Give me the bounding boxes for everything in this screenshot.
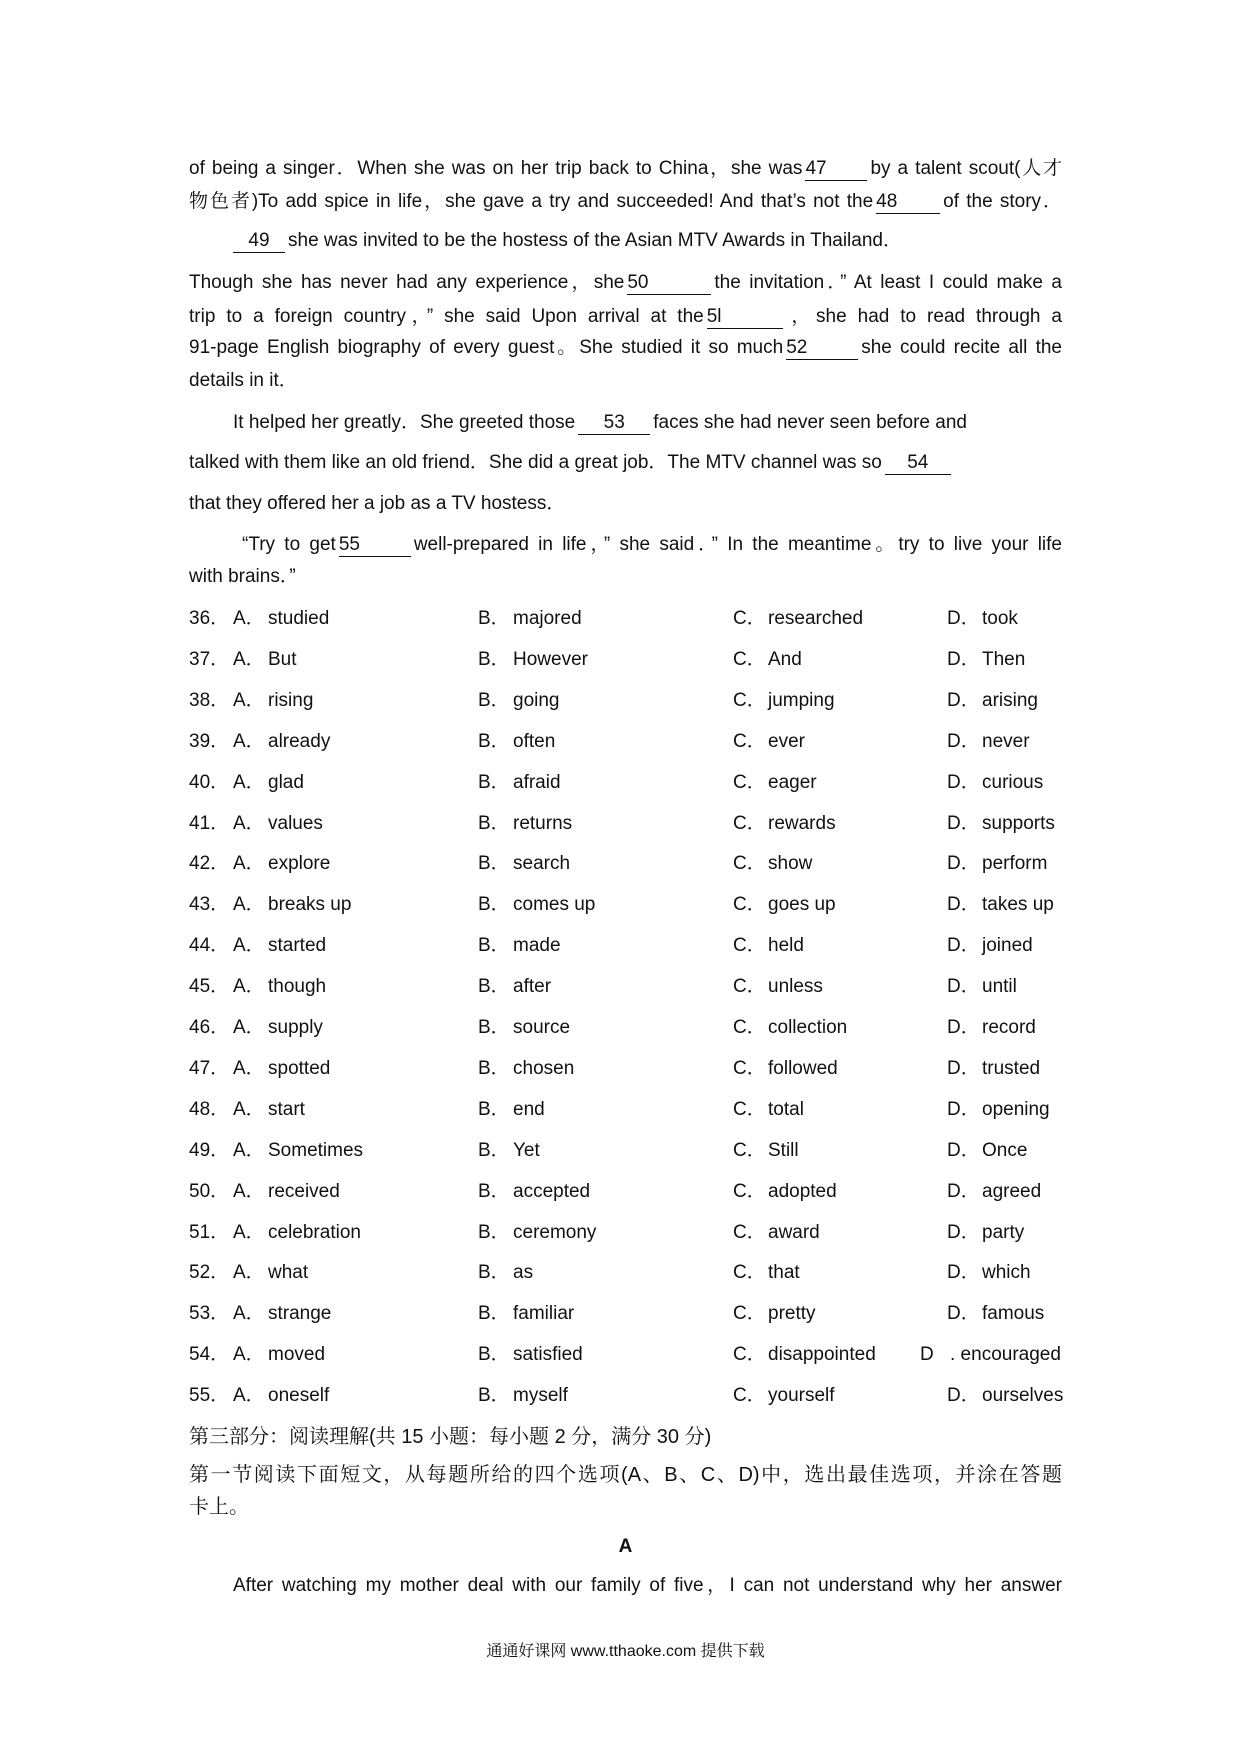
option-a-text: rising <box>268 690 314 711</box>
question-number: 41． <box>189 813 230 834</box>
blank-51: 5l <box>707 306 783 329</box>
line-text: with brains．” <box>189 566 296 587</box>
blank-54: 54 <box>885 452 951 475</box>
line-text: she was invited to be the hostess of the Asian MTV Awards in Thailand． <box>288 230 902 251</box>
option-d-label: D． <box>947 1181 980 1202</box>
option-c-text: And <box>768 649 802 670</box>
option-row-44 <box>0 932 1240 962</box>
section-instructions-line-1: 第一节阅读下面短文，从每题所给的四个选项(A、B、C、D)中，选出最佳选项，并涂在答题 <box>189 1464 1062 1486</box>
option-b-label: B． <box>478 1181 510 1202</box>
option-d-label: D． <box>947 853 980 874</box>
passage-line-4 <box>189 269 1062 299</box>
option-b-label: B． <box>478 935 510 956</box>
option-d-text: joined <box>982 935 1033 956</box>
line-text: “Try to get <box>242 534 336 555</box>
option-d-label: D． <box>947 1017 980 1038</box>
option-b-text: often <box>513 731 556 752</box>
option-c-label: C． <box>733 1017 766 1038</box>
option-c-text: unless <box>768 976 823 997</box>
option-b-text: ceremony <box>513 1222 597 1243</box>
option-b-text: going <box>513 690 560 711</box>
option-c-label: C． <box>733 894 766 915</box>
option-a-label: A． <box>233 1303 265 1324</box>
option-b-label: B． <box>478 608 510 629</box>
option-d-label: D <box>920 1344 934 1365</box>
question-number: 51． <box>189 1222 230 1243</box>
option-d-label: D． <box>947 1099 980 1120</box>
option-c-text: show <box>768 853 813 874</box>
option-d-label: D． <box>947 1262 980 1283</box>
option-a-label: A． <box>233 731 265 752</box>
passage-line-10 <box>189 490 1062 520</box>
option-b-text: after <box>513 976 552 997</box>
option-b-label: B． <box>478 813 510 834</box>
option-a-text: start <box>268 1099 305 1120</box>
option-b-label: B． <box>478 1222 510 1243</box>
option-d-text: Then <box>982 649 1026 670</box>
question-number: 43． <box>189 894 230 915</box>
passage-title: A <box>618 1536 633 1557</box>
option-row-54 <box>0 1341 1240 1371</box>
question-number: 50． <box>189 1181 230 1202</box>
option-row-47 <box>0 1055 1240 1085</box>
option-a-label: A． <box>233 649 265 670</box>
option-row-46 <box>0 1014 1240 1044</box>
question-number: 38． <box>189 690 230 711</box>
option-a-text: studied <box>268 608 330 629</box>
option-b-text: satisfied <box>513 1344 583 1365</box>
option-d-label: D． <box>947 1222 980 1243</box>
option-row-49 <box>0 1137 1240 1167</box>
option-b-label: B． <box>478 1344 510 1365</box>
question-number: 39． <box>189 731 230 752</box>
option-a-text: received <box>268 1181 340 1202</box>
option-c-label: C． <box>733 935 766 956</box>
passage-line-2 <box>189 188 1062 218</box>
option-c-label: C． <box>733 1099 766 1120</box>
option-c-text: Still <box>768 1140 799 1161</box>
question-number: 40． <box>189 772 230 793</box>
blank-47: 47 <box>805 158 867 181</box>
option-d-text: party <box>982 1222 1025 1243</box>
option-d-text: curious <box>982 772 1044 793</box>
option-d-label: D． <box>947 894 980 915</box>
option-a-text: explore <box>268 853 331 874</box>
line-text: details in it． <box>189 370 298 391</box>
question-number: 49． <box>189 1140 230 1161</box>
line-text: ，she had to read through a <box>785 306 1062 327</box>
option-d-text: Once <box>982 1140 1028 1161</box>
option-c-text: followed <box>768 1058 838 1079</box>
option-row-48 <box>0 1096 1240 1126</box>
option-row-36 <box>0 605 1240 635</box>
line-text: well-prepared in life，” she said．” In the meantime。try to live your life <box>413 534 1062 555</box>
option-d-text: ourselves <box>982 1385 1064 1406</box>
option-d-text: supports <box>982 813 1055 834</box>
option-b-label: B． <box>478 1262 510 1283</box>
option-d-label: D． <box>947 813 980 834</box>
option-b-label: B． <box>478 1140 510 1161</box>
option-b-label: B． <box>478 1099 510 1120</box>
option-a-text: celebration <box>268 1222 361 1243</box>
option-c-text: held <box>768 935 804 956</box>
option-a-text: already <box>268 731 331 752</box>
option-a-label: A． <box>233 1222 265 1243</box>
line-text: of the story． <box>943 191 1062 212</box>
option-b-text: Yet <box>513 1140 540 1161</box>
question-number: 47． <box>189 1058 230 1079</box>
option-row-53 <box>0 1300 1240 1330</box>
passage-first-line: After watching my mother deal with our family of five，I can not understand why her answer <box>233 1575 1062 1596</box>
option-a-label: A． <box>233 608 265 629</box>
option-a-label: A． <box>233 1262 265 1283</box>
line-text: trip to a foreign country，” she said Upon arrival at the <box>189 306 704 327</box>
option-c-label: C． <box>733 1262 766 1283</box>
option-b-text: as <box>513 1262 534 1283</box>
line-text: of being a singer．When she was on her trip back to China，she was <box>189 158 803 179</box>
option-c-text: yourself <box>768 1385 835 1406</box>
option-c-text: that <box>768 1262 800 1283</box>
option-d-text: record <box>982 1017 1036 1038</box>
option-c-text: eager <box>768 772 817 793</box>
option-d-text: trusted <box>982 1058 1041 1079</box>
option-c-text: pretty <box>768 1303 816 1324</box>
line-text: by a talent scout(人才 <box>870 158 1062 179</box>
option-c-label: C． <box>733 853 766 874</box>
option-c-text: total <box>768 1099 804 1120</box>
option-c-label: C． <box>733 608 766 629</box>
option-c-text: disappointed <box>768 1344 876 1365</box>
option-b-text: However <box>513 649 588 670</box>
question-number: 46． <box>189 1017 230 1038</box>
option-c-label: C． <box>733 1140 766 1161</box>
blank-50: 50 <box>627 272 711 295</box>
option-a-text: spotted <box>268 1058 331 1079</box>
option-b-label: B． <box>478 853 510 874</box>
option-c-text: award <box>768 1222 820 1243</box>
passage-line-9 <box>189 449 1062 479</box>
line-text: faces she had never seen before and <box>653 412 967 433</box>
option-d-text: famous <box>982 1303 1045 1324</box>
option-d-text: until <box>982 976 1017 997</box>
option-row-52 <box>0 1259 1240 1289</box>
option-a-label: A． <box>233 976 265 997</box>
question-number: 42． <box>189 853 230 874</box>
option-a-label: A． <box>233 1017 265 1038</box>
option-b-label: B． <box>478 1385 510 1406</box>
option-d-label: D． <box>947 1058 980 1079</box>
option-c-label: C． <box>733 1222 766 1243</box>
option-b-label: B． <box>478 1303 510 1324</box>
option-b-label: B． <box>478 731 510 752</box>
line-text: 91-page English biography of every guest。She studied it so much <box>189 337 784 358</box>
option-a-label: A． <box>233 894 265 915</box>
option-row-43 <box>0 891 1240 921</box>
option-a-text: moved <box>268 1344 326 1365</box>
passage-line-5 <box>189 303 1062 333</box>
question-number: 48． <box>189 1099 230 1120</box>
line-text: the invitation．” At least I could make a <box>714 272 1062 293</box>
option-a-label: A． <box>233 690 265 711</box>
option-b-text: familiar <box>513 1303 575 1324</box>
option-a-label: A． <box>233 813 265 834</box>
option-c-label: C． <box>733 813 766 834</box>
option-d-text: agreed <box>982 1181 1042 1202</box>
option-row-51 <box>0 1219 1240 1249</box>
option-d-label: D． <box>947 649 980 670</box>
question-number: 37． <box>189 649 230 670</box>
option-a-text: started <box>268 935 327 956</box>
option-a-label: A． <box>233 1181 265 1202</box>
question-number: 45． <box>189 976 230 997</box>
passage-line-8 <box>233 409 1062 439</box>
option-d-label: D． <box>947 976 980 997</box>
option-a-label: A． <box>233 853 265 874</box>
option-b-text: made <box>513 935 561 956</box>
option-a-label: A． <box>233 1385 265 1406</box>
option-row-45 <box>0 973 1240 1003</box>
option-d-label: D． <box>947 608 980 629</box>
passage-line-1 <box>189 155 1062 185</box>
option-a-text: glad <box>268 772 304 793</box>
option-row-50 <box>0 1178 1240 1208</box>
option-a-text: breaks up <box>268 894 352 915</box>
option-b-text: end <box>513 1099 545 1120</box>
option-d-text: perform <box>982 853 1048 874</box>
line-text: It helped her greatly．She greeted those <box>233 412 576 433</box>
option-a-label: A． <box>233 1058 265 1079</box>
option-b-text: comes up <box>513 894 596 915</box>
footer-watermark: 通通好课网 www.tthaoke.com 提供下载 <box>486 1643 765 1660</box>
option-a-label: A． <box>233 1140 265 1161</box>
blank-55: 55 <box>339 534 411 557</box>
option-b-text: chosen <box>513 1058 575 1079</box>
option-c-text: collection <box>768 1017 848 1038</box>
option-c-label: C． <box>733 976 766 997</box>
option-a-text: though <box>268 976 327 997</box>
question-number: 44． <box>189 935 230 956</box>
option-a-label: A． <box>233 772 265 793</box>
option-c-label: C． <box>733 1303 766 1324</box>
option-c-label: C． <box>733 690 766 711</box>
option-b-label: B． <box>478 976 510 997</box>
option-row-39 <box>0 728 1240 758</box>
option-d-text: arising <box>982 690 1038 711</box>
blank-48: 48 <box>876 191 940 214</box>
option-b-text: search <box>513 853 571 874</box>
option-a-text: Sometimes <box>268 1140 364 1161</box>
passage-line-12 <box>189 563 1062 593</box>
option-a-label: A． <box>233 1099 265 1120</box>
option-d-text: takes up <box>982 894 1054 915</box>
option-a-text: oneself <box>268 1385 330 1406</box>
option-c-text: rewards <box>768 813 836 834</box>
blank-52: 52 <box>786 337 858 360</box>
option-c-label: C． <box>733 649 766 670</box>
option-a-text: what <box>268 1262 309 1283</box>
option-d-label: D． <box>947 1385 980 1406</box>
option-c-label: C． <box>733 1058 766 1079</box>
option-row-38 <box>0 687 1240 717</box>
option-b-text: returns <box>513 813 573 834</box>
section-instructions-line-2: 卡上。 <box>189 1496 249 1518</box>
passage-line-6 <box>189 334 1062 364</box>
option-c-text: researched <box>768 608 864 629</box>
option-a-text: But <box>268 649 297 670</box>
option-b-text: myself <box>513 1385 568 1406</box>
question-number: 36． <box>189 608 230 629</box>
option-b-label: B． <box>478 690 510 711</box>
option-b-text: majored <box>513 608 582 629</box>
passage-line-7 <box>189 367 1062 397</box>
option-b-text: accepted <box>513 1181 591 1202</box>
line-text: 物色者)To add spice in life，she gave a try and succeeded! And that’s not the <box>189 191 874 212</box>
passage-line-3 <box>233 227 1062 257</box>
question-number: 55． <box>189 1385 230 1406</box>
option-b-label: B． <box>478 649 510 670</box>
option-b-text: source <box>513 1017 571 1038</box>
option-d-text: . encouraged <box>950 1344 1061 1365</box>
option-a-label: A． <box>233 1344 265 1365</box>
option-b-label: B． <box>478 894 510 915</box>
section-heading: 第三部分：阅读理解(共 15 小题：每小题 2 分，满分 30 分) <box>189 1426 712 1448</box>
option-d-label: D． <box>947 1140 980 1161</box>
option-d-label: D． <box>947 772 980 793</box>
option-c-label: C． <box>733 772 766 793</box>
option-c-text: ever <box>768 731 805 752</box>
option-b-label: B． <box>478 1058 510 1079</box>
option-d-label: D． <box>947 1303 980 1324</box>
option-row-42 <box>0 850 1240 880</box>
option-b-label: B． <box>478 772 510 793</box>
blank-49: 49 <box>233 230 285 253</box>
option-c-text: adopted <box>768 1181 837 1202</box>
option-c-text: goes up <box>768 894 836 915</box>
blank-53: 53 <box>578 412 650 435</box>
option-a-text: supply <box>268 1017 323 1038</box>
line-text: she could recite all the <box>861 337 1062 358</box>
option-b-label: B． <box>478 1017 510 1038</box>
question-number: 52． <box>189 1262 230 1283</box>
line-text: that they offered her a job as a TV hostess． <box>189 493 566 514</box>
option-a-text: values <box>268 813 323 834</box>
option-d-text: took <box>982 608 1018 629</box>
option-d-label: D． <box>947 731 980 752</box>
option-row-55 <box>0 1382 1240 1412</box>
option-d-text: never <box>982 731 1030 752</box>
line-text: talked with them like an old friend．She did a great job．The MTV channel was so <box>189 452 882 473</box>
question-number: 53． <box>189 1303 230 1324</box>
passage-line-11 <box>242 531 1062 561</box>
option-b-text: afraid <box>513 772 561 793</box>
option-d-text: which <box>982 1262 1031 1283</box>
option-row-41 <box>0 810 1240 840</box>
option-row-40 <box>0 769 1240 799</box>
option-c-label: C． <box>733 731 766 752</box>
question-number: 54． <box>189 1344 230 1365</box>
option-c-label: C． <box>733 1344 766 1365</box>
option-row-37 <box>0 646 1240 676</box>
option-c-label: C． <box>733 1181 766 1202</box>
option-a-text: strange <box>268 1303 332 1324</box>
option-d-text: opening <box>982 1099 1050 1120</box>
option-d-label: D． <box>947 690 980 711</box>
option-a-label: A． <box>233 935 265 956</box>
line-text: Though she has never had any experience，she <box>189 272 625 293</box>
option-d-label: D． <box>947 935 980 956</box>
option-c-label: C． <box>733 1385 766 1406</box>
option-c-text: jumping <box>768 690 835 711</box>
